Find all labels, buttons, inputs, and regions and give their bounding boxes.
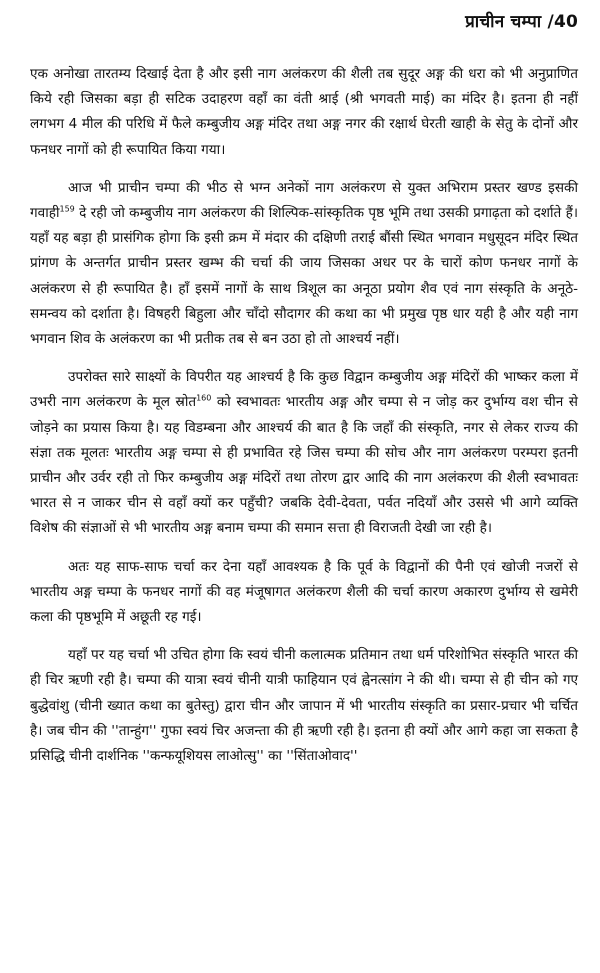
paragraph-1: एक अनोखा तारतम्य दिखाई देता है और इसी नाग अलंकरण की शैली तब सुदूर अङ्ग की धरा को भी अनुप्राणित किये रही जिसका बड़ा ही सटिक उदाहरण वहाँ का वंती श्राई (श्री भगवती माई) का मंदिर है। इतना ही नहीं लगभग 4 मील की परिधि में फैले कम्बुजीय अङ्ग मंदिर तथा अङ्ग नगर की रक्षार्थ घेरती खाही के सेतु के दोनों और फनधर नागों को ही रूपायित किया गया। — [30, 66, 579, 158]
paragraph-3-text-after: को स्वभावतः भारतीय अङ्ग और चम्पा से न जोड़ कर दुर्भाग्य वश चीन से जोड़ने का प्रयास किया है। यह विडम्बना और आश्चर्य की बात है कि जहाँ की संस्कृति, नगर से लेकर राज्य की संज्ञा तक मूलतः भारतीय अङ्ग चम्पा से ही प्रभावित रहे जिस चम्पा की सोच और नाग अलंकरण परम्परा इतनी प्राचीन और उर्वर रही तो फिर कम्बुजीय अङ्ग मंदिरों तथा तोरण द्वार आदि की नाग अलंकरण की शैली स्वभावतः भारत से न जाकर चीन से वहाँ क्यों कर पहुँची? जबकि देवी-देवता, पर्वत नदियाँ और उससे भी आगे व्यक्ति विशेष की संज्ञाओं से भी भारतीय अङ्ग बनाम चम्पा की समान सत्ता ही विराजती देखी जा रही है। — [30, 394, 578, 537]
paragraph-4: अतः यह साफ-साफ चर्चा कर देना यहाँ आवश्यक है कि पूर्व के विद्वानों की पैनी एवं खोजी नजरों से भारतीय अङ्ग चम्पा के फनधर नागों की वह मंजूषागत अलंकरण शैली की चर्चा कारण अकारण दुर्भाग्य से खमेरी कला की पृष्ठभूमि में अछूती रह गई। — [30, 558, 578, 626]
paragraph-2-text-before: आज भी प्राचीन चम्पा की भीठ से भग्न अनेकों नाग अलंकरण से युक्त अभिराम प्रस्तर खण्ड इसकी गवाही — [30, 179, 578, 222]
footnote-ref-160: 160 — [196, 393, 212, 403]
footnote-ref-159: 159 — [59, 204, 75, 214]
paragraph-5: यहाँ पर यह चर्चा भी उचित होगा कि स्वयं चीनी कलात्मक प्रतिमान तथा धर्म परिशोभित संस्कृति भारत की ही चिर ऋणी रही है। चम्पा की यात्रा स्वयं चीनी यात्री फाहियान एवं ह्वेनत्सांग ने की थी। चम्पा से ही चीन को गए बुद्धेवांशु (चीनी ख्यात कथा का बुतेस्तु) द्वारा चीन और जापान में भी भारतीय संस्कृति का प्रसार-प्रचार भी चर्चित है। जब चीन की ''तान्हुंग'' गुफा स्वयं चिर अजन्ता की ही ऋणी रही है। इतना ही क्यों और आगे कहा जा सकता है प्रसिद्धि चीनी दार्शनिक ''कन्फयूशियस लाओत्सु'' का ''सिंताओवाद'' — [30, 647, 578, 765]
running-header: प्राचीन चम्पा /40 — [465, 12, 578, 32]
body-text — [30, 62, 578, 769]
paragraph-2 — [30, 176, 578, 352]
paragraph-2-text-after: दे रही जो कम्बुजीय नाग अलंकरण की शिल्पिक-सांस्कृतिक पृष्ठ भूमि तथा उसकी प्रगाढ़ता को दर्शाते हैं। यहाँ यह बड़ा ही प्रासंगिक होगा कि इसी क्रम में मंदार की दक्षिणी तराई बौंसी स्थित भगवान मधुसूदन मंदिर स्थित प्रांगण के अन्तर्गत प्राचीन प्रस्तर खम्भ की चर्चा की जाय जिसका अधर पर के चारों कोण फनधर नागों के अलंकरण से ही रूपायित है। हाँ इसमें नागों के साथ त्रिशूल का अनूठा प्रयोग शैव एवं नाग संस्कृति के अनूठे-समन्वय को दर्शाता है। विषहरी बिहुला और चाँदो सौदागर की कथा का भी प्रमुख पृष्ठ धार यही है और यही नाग भगवान शिव के अलंकरण का भी प्रतीक तब से बन उठा हो तो आश्चर्य नहीं। — [30, 205, 579, 348]
paragraph-3-text-before: उपरोक्त सारे साक्ष्यों के विपरीत यह आश्चर्य है कि कुछ विद्वान कम्बुजीय अङ्ग मंदिरों की भाष्कर कला में उभरी नाग अलंकरण के मूल स्रोत — [30, 369, 578, 411]
paragraph-3 — [30, 365, 578, 541]
